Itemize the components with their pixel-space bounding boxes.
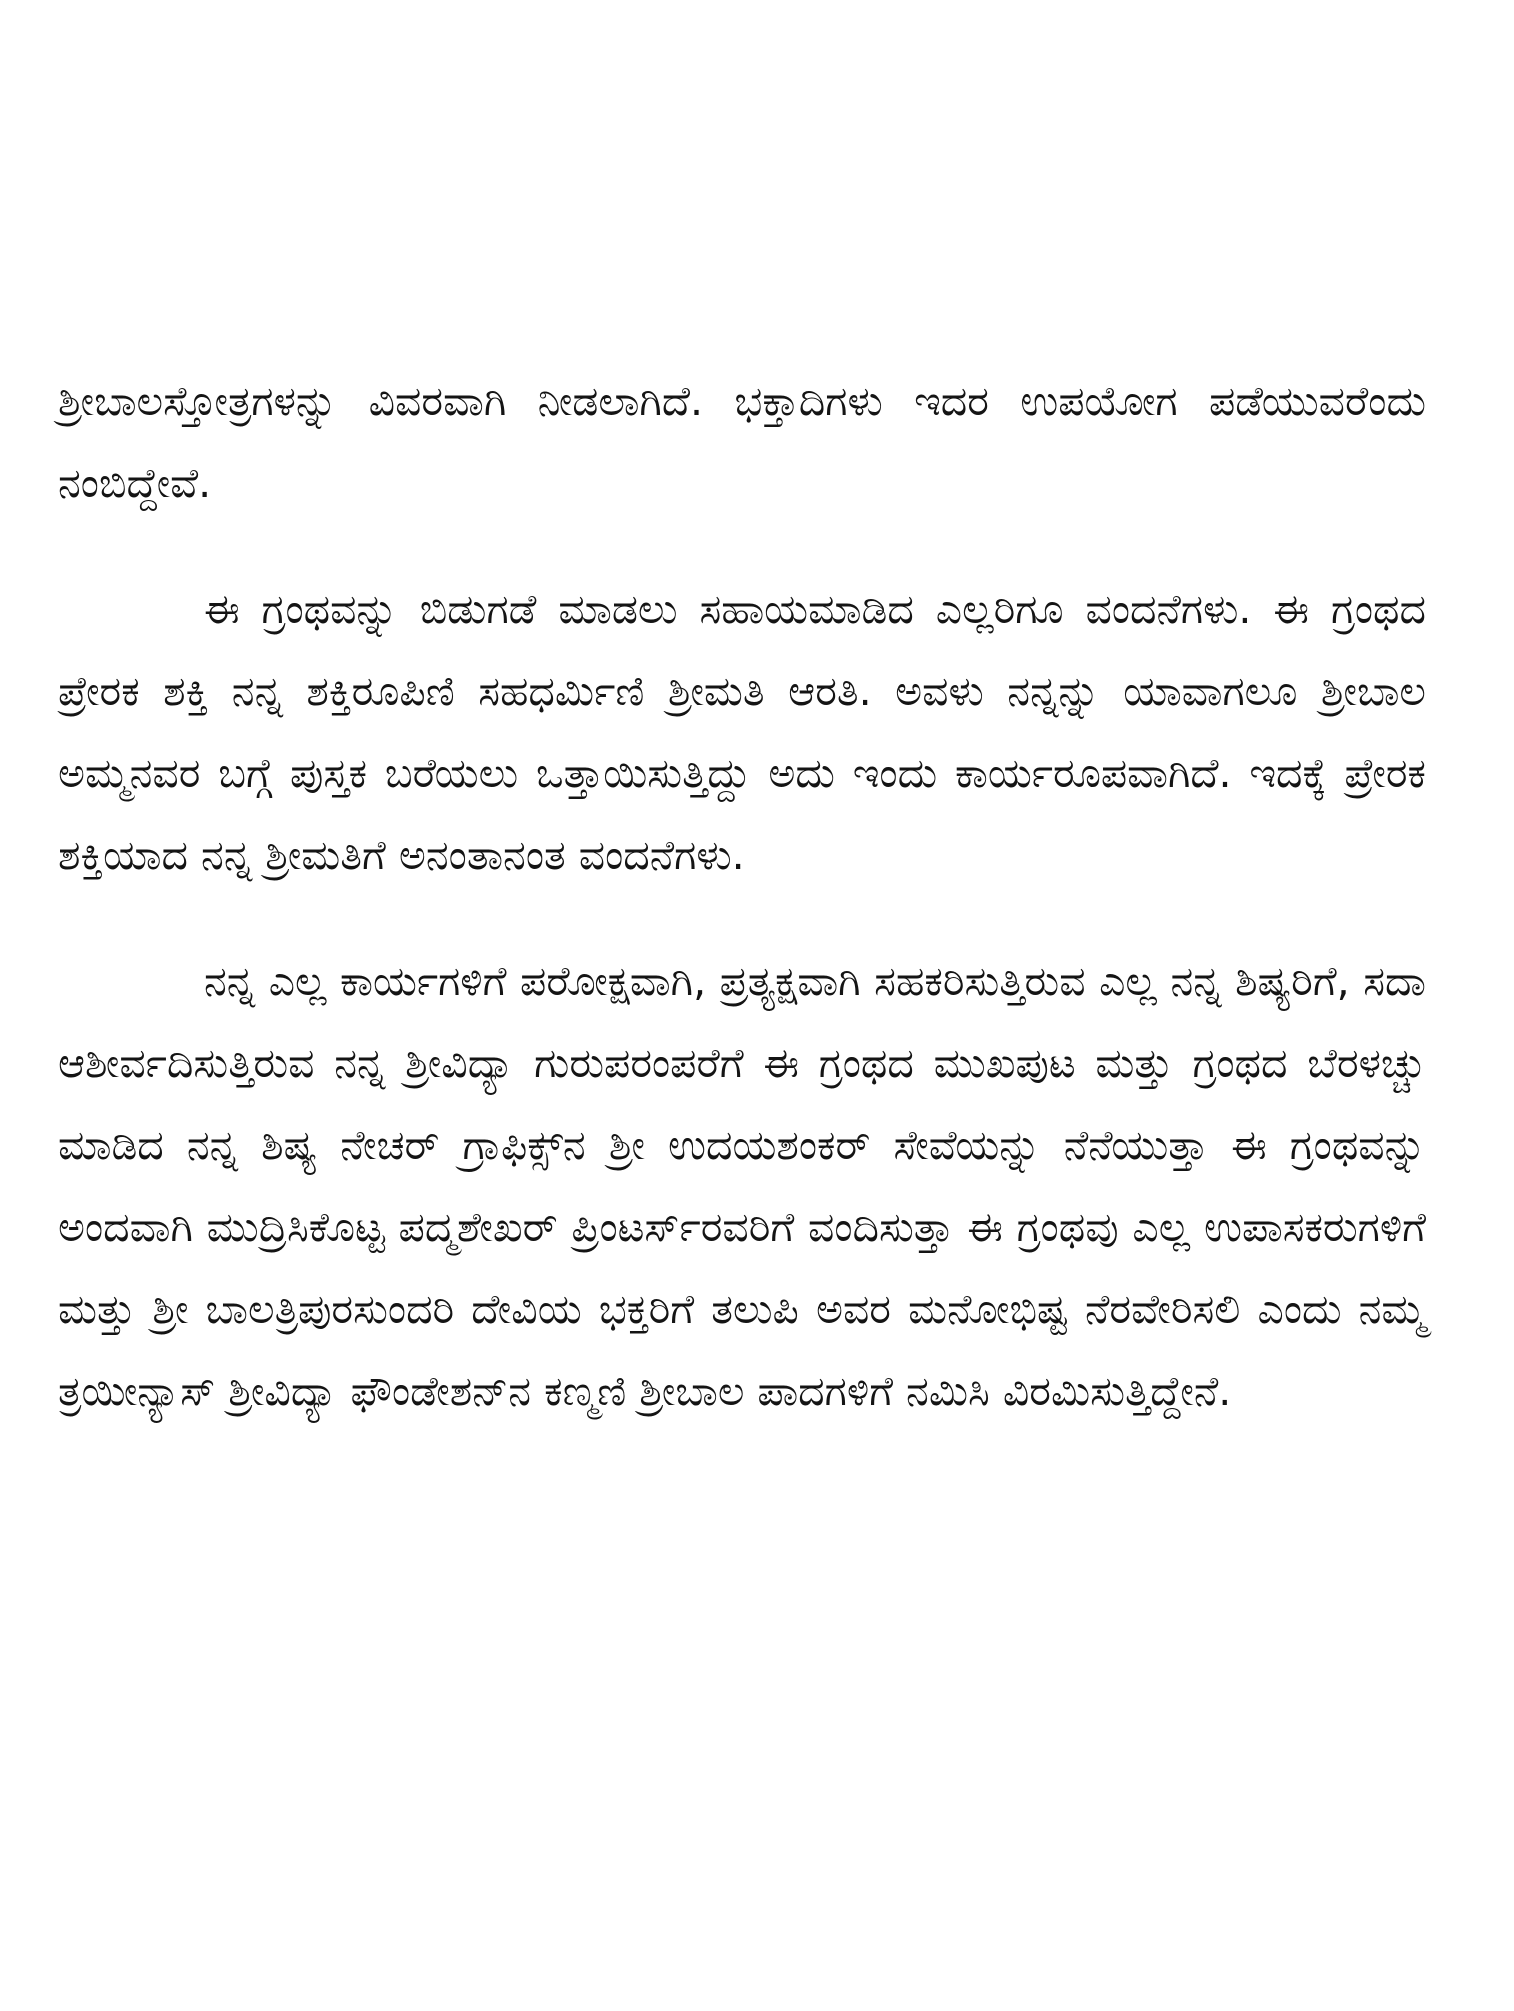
paragraph-3: ನನ್ನ ಎಲ್ಲ ಕಾರ್ಯಗಳಿಗೆ ಪರೋಕ್ಷವಾಗಿ, ಪ್ರತ್ಯಕ್ಷವಾಗಿ ಸಹಕರಿಸುತ್ತಿರುವ ಎಲ್ಲ ನನ್ನ ಶಿಷ್ಯರಿಗೆ, ಸದಾ ಆಶೀರ್ವದಿಸುತ್ತಿರುವ ನನ್ನ ಶ್ರೀವಿದ್ಯಾ ಗುರುಪರಂಪರೆಗೆ ಈ ಗ್ರಂಥದ ಮುಖಪುಟ ಮತ್ತು ಗ್ರಂಥದ ಬೆರಳಚ್ಚು ಮಾಡಿದ ನನ್ನ ಶಿಷ್ಯ ನೇಚರ್ ಗ್ರಾಫಿಕ್ಸ್‌ನ ಶ್ರೀ ಉದಯಶಂಕರ್ ಸೇವೆಯನ್ನು ನೆನೆಯುತ್ತಾ ಈ ಗ್ರಂಥವನ್ನು ಅಂದವಾಗಿ ಮುದ್ರಿಸಿಕೊಟ್ಟ ಪದ್ಮಶೇಖರ್ ಪ್ರಿಂಟರ್ಸ್‌ರವರಿಗೆ ವಂದಿಸುತ್ತಾ ಈ ಗ್ರಂಥವು ಎಲ್ಲ ಉಪಾಸಕರುಗಳಿಗೆ ಮತ್ತು ಶ್ರೀ ಬಾಲತ್ರಿಪುರಸುಂದರಿ ದೇವಿಯ ಭಕ್ತರಿಗೆ ತಲುಪಿ ಅವರ ಮನೋಭಿಷ್ಟ ನೆರವೇರಿಸಲಿ ಎಂದು ನಮ್ಮ ತ್ರಯೀನ್ಯಾಸ್ ಶ್ರೀವಿದ್ಯಾ ಫೌಂಡೇಶನ್‌ನ ಕಣ್ಮಣಿ ಶ್ರೀಬಾಲ ಪಾದಗಳಿಗೆ ನಮಿಸಿ ವಿರಮಿಸುತ್ತಿದ್ದೇನೆ. <box>58 957 1426 1415</box>
body-text <box>58 360 1426 1432</box>
paragraph-1: ಶ್ರೀಬಾಲಸ್ತೋತ್ರಗಳನ್ನು ವಿವರವಾಗಿ ನೀಡಲಾಗಿದೆ. ಭಕ್ತಾದಿಗಳು ಇದರ ಉಪಯೋಗ ಪಡೆಯುವರೆಂದು ನಂಬಿದ್ದೇವೆ. <box>58 377 1426 507</box>
paragraph-2: ಈ ಗ್ರಂಥವನ್ನು ಬಿಡುಗಡೆ ಮಾಡಲು ಸಹಾಯಮಾಡಿದ ಎಲ್ಲರಿಗೂ ವಂದನೆಗಳು. ಈ ಗ್ರಂಥದ ಪ್ರೇರಕ ಶಕ್ತಿ ನನ್ನ ಶಕ್ತಿರೂಪಿಣಿ ಸಹಧರ್ಮಿಣಿ ಶ್ರೀಮತಿ ಆರತಿ. ಅವಳು ನನ್ನನ್ನು ಯಾವಾಗಲೂ ಶ್ರೀಬಾಲ ಅಮ್ಮನವರ ಬಗ್ಗೆ ಪುಸ್ತಕ ಬರೆಯಲು ಒತ್ತಾಯಿಸುತ್ತಿದ್ದು ಅದು ಇಂದು ಕಾರ್ಯರೂಪವಾಗಿದೆ. ಇದಕ್ಕೆ ಪ್ರೇರಕ ಶಕ್ತಿಯಾದ ನನ್ನ ಶ್ರೀಮತಿಗೆ ಅನಂತಾನಂತ ವಂದನೆಗಳು. <box>58 585 1426 879</box>
